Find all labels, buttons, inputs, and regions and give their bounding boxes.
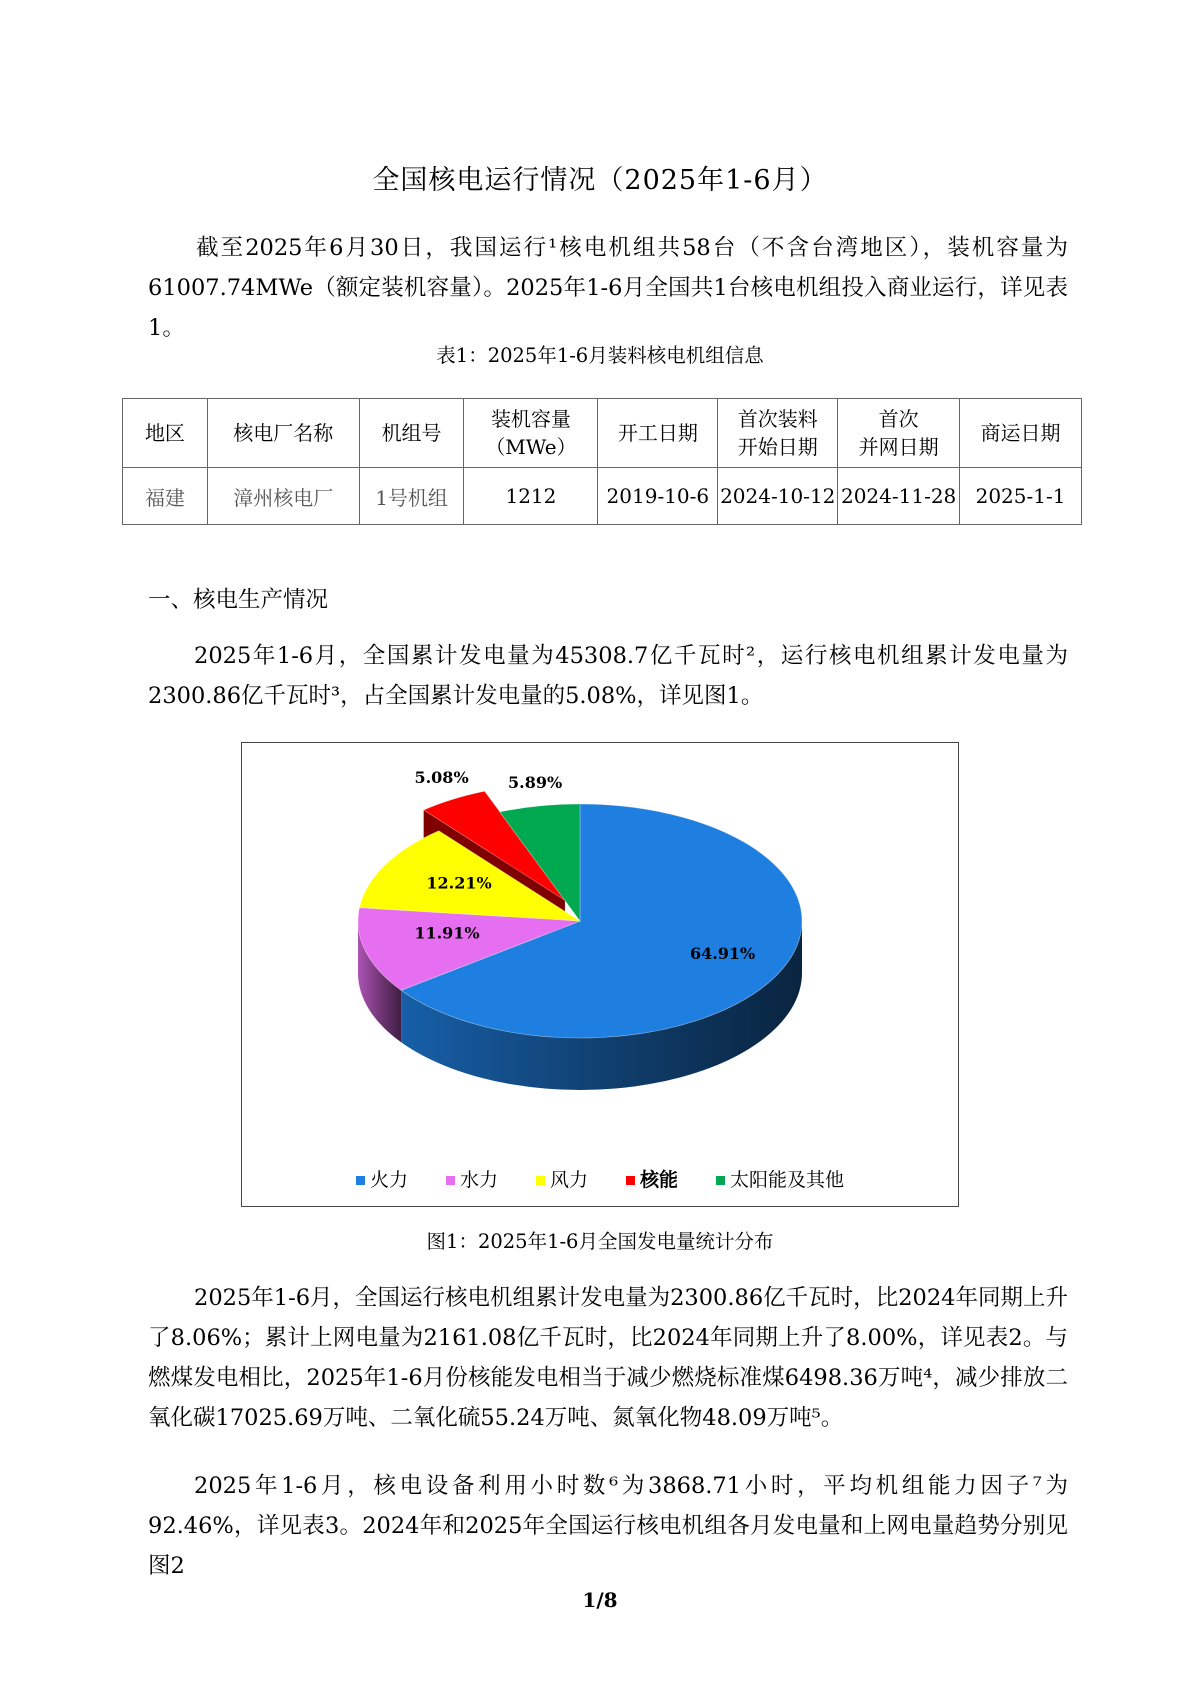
table1-body: [123, 468, 1082, 525]
legend-item: [626, 1165, 678, 1192]
pie-data-label: 5.08%: [414, 767, 469, 787]
pie-chart-frame: [241, 742, 959, 1207]
page-title: 全国核电运行情况（2025年1-6月）: [372, 165, 828, 196]
table1-caption: 表1：2025年1-6月装料核电机组信息: [436, 344, 764, 367]
table1-header-line: 首次: [878, 407, 919, 431]
comparison-paragraph: [148, 1278, 1068, 1438]
legend-swatch: [716, 1176, 725, 1185]
legend-label: 太阳能及其他: [730, 1169, 845, 1191]
table1-header-line: 并网日期: [858, 435, 939, 459]
legend-item: [356, 1165, 408, 1192]
intro-text: 截至2025年6月30日，我国运行¹核电机组共58台（不含台湾地区），装机容量为61007.74MWe（额定装机容量）。2025年1-6月全国共1台核电机组投入商业运行，详见表1。: [148, 235, 1068, 341]
table1-header-line: （MWe）: [485, 435, 577, 459]
production-text: 2025年1-6月，全国累计发电量为45308.7亿千瓦时²，运行核电机组累计发电量为2300.86亿千瓦时³，占全国累计发电量的5.08%，详见图1。: [148, 643, 1068, 709]
table1-header-7: [960, 399, 1082, 468]
pie-data-label: 11.91%: [414, 923, 480, 943]
table1: [122, 398, 1082, 525]
pie-data-label: 12.21%: [426, 873, 492, 893]
intro-paragraph: [148, 228, 1068, 348]
table1-cell: 2019-10-6: [598, 468, 718, 525]
production-paragraph: [148, 636, 1068, 716]
table1-header-4: [598, 399, 718, 468]
table1-cell: 福建: [123, 468, 208, 525]
legend-swatch: [536, 1176, 545, 1185]
table1-header-6: [838, 399, 960, 468]
table-row: [123, 468, 1082, 525]
legend-label: 水力: [459, 1169, 498, 1191]
table1-header-1: [207, 399, 359, 468]
legend-label: 火力: [369, 1169, 408, 1191]
table1-header-5: [718, 399, 838, 468]
utilization-paragraph: [148, 1466, 1068, 1586]
pie-data-label: 64.91%: [689, 944, 756, 964]
legend-item: [716, 1165, 844, 1192]
page-number: 1/8: [582, 1588, 618, 1612]
table1-header-line: 核电厂名称: [233, 421, 334, 445]
comparison-text: 2025年1-6月，全国运行核电机组累计发电量为2300.86亿千瓦时，比2024年同期上升了8.06%；累计上网电量为2161.08亿千瓦时，比2024年同期上升了8.00%，详见表2。与燃煤发电相比，2025年1-6月份核能发电相当于减少燃烧标准煤6498.36万吨⁴，减少排放二氧化碳17025.69万吨、二氧化硫55.24万吨、氮氧化物48.09万吨⁵。: [148, 1285, 1068, 1431]
figure1-caption: 图1：2025年1-6月全国发电量统计分布: [426, 1230, 774, 1253]
table1-header-line: 商运日期: [980, 421, 1061, 445]
utilization-text: 2025年1-6月，核电设备利用小时数⁶为3868.71小时，平均机组能力因子⁷为92.46%，详见表3。2024年和2025年全国运行核电机组各月发电量和上网电量趋势分别见图2: [148, 1473, 1068, 1579]
table1-header-line: 地区: [144, 421, 185, 445]
table1-cell: 漳州核电厂: [207, 468, 359, 525]
table1-cell: 2024-11-28: [838, 468, 960, 525]
legend-item: [536, 1165, 588, 1192]
table1-cell: 2024-10-12: [718, 468, 838, 525]
table1-cell: 1212: [464, 468, 598, 525]
legend-swatch: [446, 1176, 455, 1185]
table1-cell: 1号机组: [359, 468, 464, 525]
legend-item: [446, 1165, 498, 1192]
chart-legend: [242, 1165, 958, 1192]
table1-cell: 2025-1-1: [960, 468, 1082, 525]
legend-swatch: [356, 1176, 365, 1185]
legend-label: 风力: [549, 1169, 588, 1191]
table1-header-line: 开始日期: [737, 435, 818, 459]
table1-header-line: 装机容量: [490, 407, 571, 431]
table1-header-line: 开工日期: [617, 421, 698, 445]
table1-header-2: [359, 399, 464, 468]
table1-header-row: [123, 399, 1082, 468]
table1-header-3: [464, 399, 598, 468]
table1-header-line: 机组号: [381, 421, 442, 445]
table1-header-0: [123, 399, 208, 468]
table1-header-line: 首次装料: [737, 407, 818, 431]
legend-label: 核能: [640, 1169, 679, 1191]
pie-chart: [242, 743, 958, 1163]
section-heading: 一、核电生产情况: [148, 587, 329, 613]
legend-swatch: [626, 1176, 635, 1185]
pie-data-label: 5.89%: [508, 773, 563, 793]
